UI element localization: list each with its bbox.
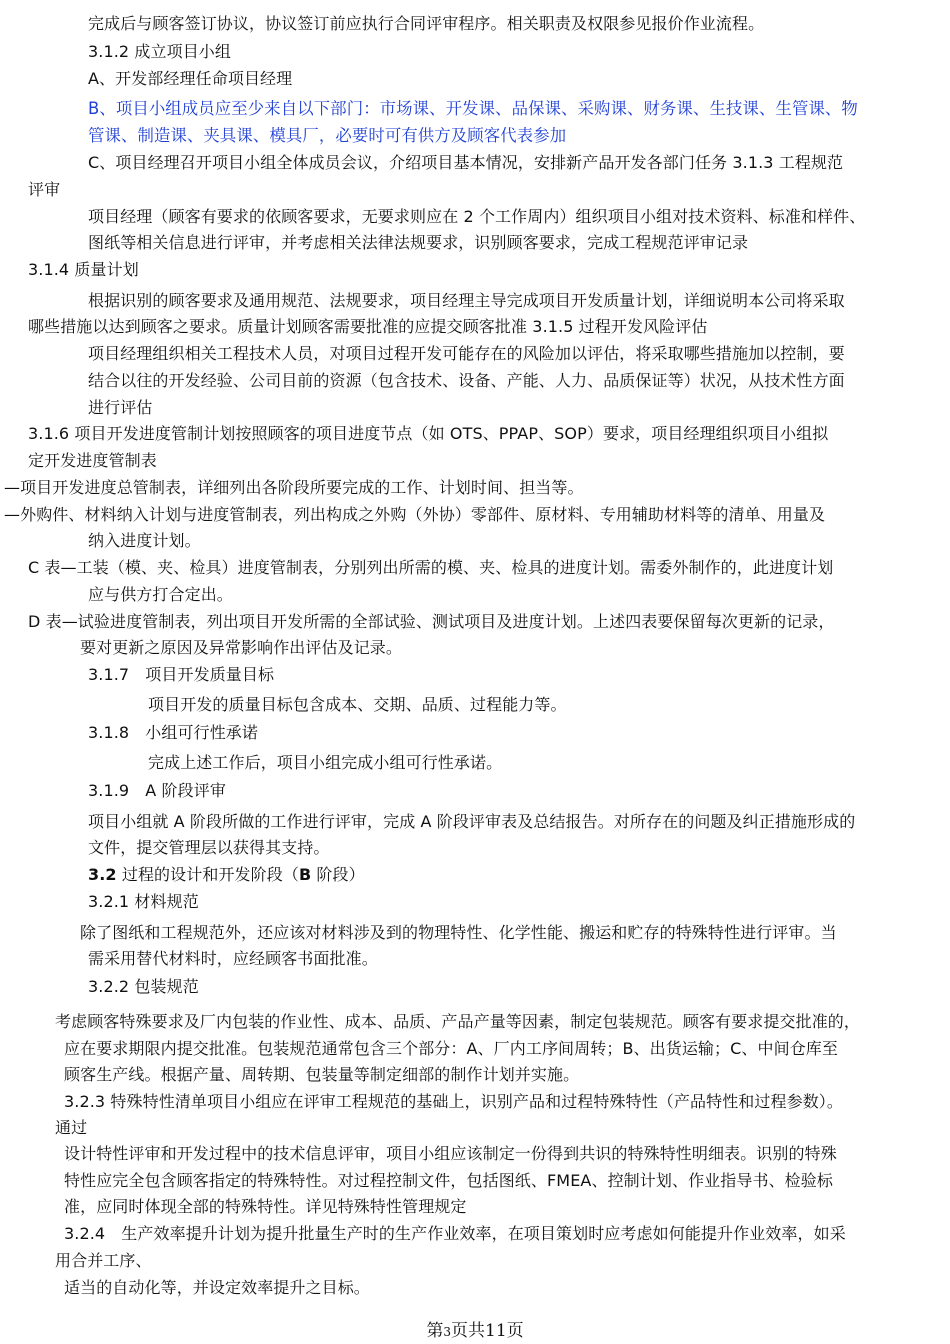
footer-middle: 页共 — [451, 1321, 485, 1341]
section-heading: 3.2.2 包装规范 — [88, 977, 199, 996]
paragraph-line: 3.1.6 项目开发进度管制计划按照顾客的项目进度节点（如 OTS、PPAP、SOP）要求，项目经理组织项目小组拟 — [28, 424, 829, 443]
paragraph-line: 顾客生产线。根据产量、周转期、包装量等制定细部的制作计划并实施。 — [64, 1065, 580, 1084]
paragraph-line: 设计特性评审和开发过程中的技术信息评审，项目小组应该制定一份得到共识的特殊特性明细表。识别的特殊 — [64, 1144, 837, 1163]
section-heading-32 — [88, 864, 365, 886]
paragraph-line: 需采用替代材料时，应经顾客书面批准。 — [88, 949, 378, 968]
paragraph-line: 文件，提交管理层以获得其支持。 — [88, 838, 330, 857]
paragraph-line: 评审 — [28, 180, 61, 199]
list-item: 纳入进度计划。 — [88, 531, 201, 550]
paragraph-line: C、项目经理召开项目小组全体成员会议，介绍项目基本情况，安排新产品开发各部门任务 3.1.3 工程规范 — [88, 153, 844, 172]
section-heading: 3.1.4 质量计划 — [28, 260, 139, 279]
section-heading: 3.1.8 小组可行性承诺 — [88, 723, 259, 742]
section-number: 3.2 — [88, 865, 117, 884]
paragraph-line: 根据识别的顾客要求及通用规范、法规要求，项目经理主导完成项目开发质量计划，详细说明本公司将采取 — [88, 291, 845, 310]
paragraph-line: 适当的自动化等，并设定效率提升之目标。 — [64, 1278, 370, 1297]
section-heading: 3.1.9 A 阶段评审 — [88, 781, 226, 800]
current-page-number: 3 — [443, 1325, 451, 1339]
paragraph-line: 用合并工序、 — [55, 1251, 152, 1270]
paragraph-line: 完成上述工作后，项目小组完成小组可行性承诺。 — [148, 753, 503, 772]
paragraph-line: 准，应同时体现全部的特殊特性。详见特殊特性管理规定 — [64, 1197, 467, 1216]
paragraph-line: 结合以往的开发经验、公司目前的资源（包含技术、设备、产能、人力、品质保证等）状况，从技术性方面 — [88, 371, 845, 390]
total-page-number: 11 — [485, 1321, 507, 1341]
paragraph-line: 项目小组就 A 阶段所做的工作进行评审，完成 A 阶段评审表及总结报告。对所存在的问题及纠正措施形成的 — [88, 812, 856, 831]
paragraph-line: 定开发进度管制表 — [28, 451, 157, 470]
phase-letter: B — [298, 865, 312, 884]
section-heading: 3.1.2 成立项目小组 — [88, 42, 231, 61]
paragraph-line: 3.2.4 生产效率提升计划为提升批量生产时的生产作业效率，在项目策划时应考虑如何能提升作业效率，如采 — [64, 1224, 846, 1243]
list-item: 应与供方打合定出。 — [88, 585, 233, 604]
list-item: C 表—工装（模、夹、检具）进度管制表，分别列出所需的模、夹、检具的进度计划。需委外制作的，此进度计划 — [28, 558, 834, 577]
section-title-end: 阶段） — [311, 865, 365, 884]
page-footer — [0, 1316, 950, 1341]
paragraph-line: 完成后与顾客签订协议，协议签订前应执行合同评审程序。相关职责及权限参见报价作业流程。 — [88, 14, 765, 33]
paragraph-line: 除了图纸和工程规范外，还应该对材料涉及到的物理特性、化学性能、搬运和贮存的特殊特性进行评审。当 — [80, 923, 837, 942]
list-item: 要对更新之原因及异常影响作出评估及记录。 — [80, 638, 403, 657]
paragraph-line: 项目开发的质量目标包含成本、交期、品质、过程能力等。 — [148, 695, 567, 714]
paragraph-line: 哪些措施以达到顾客之要求。质量计划顾客需要批准的应提交顾客批准 3.1.5 过程开发风险评估 — [28, 317, 708, 336]
section-heading: 3.1.7 项目开发质量目标 — [88, 665, 275, 684]
list-item: —外购件、材料纳入计划与进度管制表，列出构成之外购（外协）零部件、原材料、专用辅助材料等的清单、用量及 — [4, 505, 826, 524]
paragraph-line: 3.2.3 特殊特性清单项目小组应在评审工程规范的基础上，识别产品和过程特殊特性（产品特性和过程参数）。 — [64, 1092, 843, 1111]
paragraph-line: 项目经理组织相关工程技术人员，对项目过程开发可能存在的风险加以评估，将采取哪些措施加以控制，要 — [88, 344, 845, 363]
paragraph-line: 图纸等相关信息进行评审，并考虑相关法律法规要求，识别顾客要求，完成工程规范评审记录 — [88, 233, 749, 252]
highlighted-line: 管课、制造课、夹具课、模具厂，必要时可有供方及顾客代表参加 — [88, 126, 567, 145]
list-item: —项目开发进度总管制表，详细列出各阶段所要完成的工作、计划时间、担当等。 — [4, 478, 584, 497]
paragraph-line: 通过 — [55, 1118, 88, 1137]
paragraph-line: 进行评估 — [88, 398, 153, 417]
footer-suffix: 页 — [506, 1321, 524, 1341]
paragraph-line: 应在要求期限内提交批准。包装规范通常包含三个部分：A、厂内工序间周转；B、出货运输；C、中间仓库至 — [64, 1039, 838, 1058]
paragraph-line: 特性应完全包含顾客指定的特殊特性。对过程控制文件，包括图纸、FMEA、控制计划、作业指导书、检验标 — [64, 1171, 833, 1190]
list-item: D 表—试验进度管制表，列出项目开发所需的全部试验、测试项目及进度计划。上述四表要保留每次更新的记录， — [28, 612, 835, 631]
section-heading: 3.2.1 材料规范 — [88, 892, 199, 911]
section-title: 过程的设计和开发阶段（ — [116, 865, 299, 884]
footer-prefix: 第 — [426, 1321, 444, 1341]
highlighted-line: B、项目小组成员应至少来自以下部门：市场课、开发课、品保课、采购课、财务课、生技课、生管课、物 — [88, 99, 858, 118]
paragraph-line: A、开发部经理任命项目经理 — [88, 69, 293, 88]
paragraph-line: 考虑顾客特殊要求及厂内包装的作业性、成本、品质、产品产量等因素，制定包装规范。顾客有要求提交批准的， — [55, 1012, 861, 1031]
paragraph-line: 项目经理（顾客有要求的依顾客要求，无要求则应在 2 个工作周内）组织项目小组对技术资料、标准和样件、 — [88, 207, 866, 226]
